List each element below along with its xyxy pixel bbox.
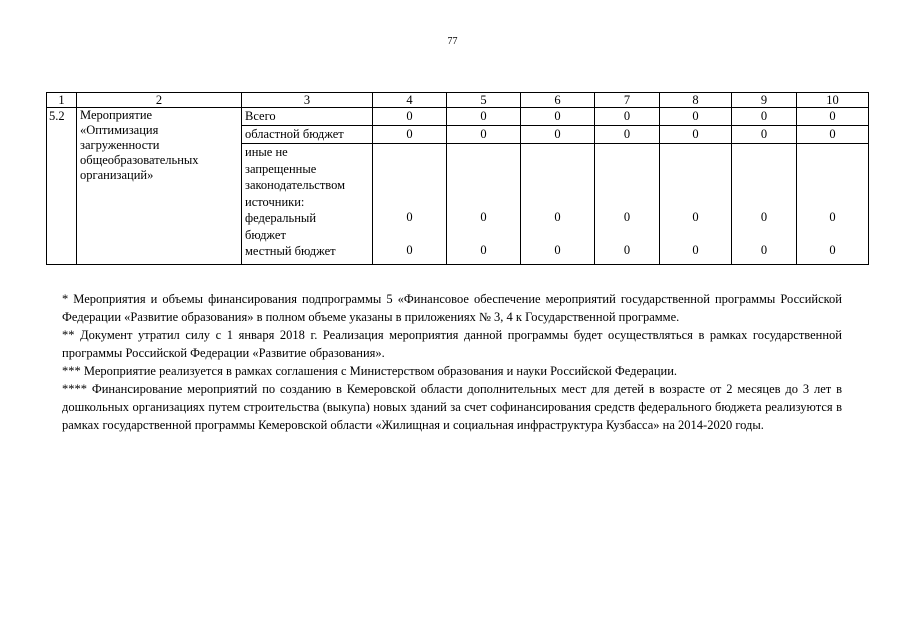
federal-value: 0 bbox=[829, 210, 836, 224]
header-cell: 2 bbox=[77, 93, 242, 108]
value-cell: 0 bbox=[660, 126, 732, 144]
source-label-mestny: местный бюджет bbox=[245, 244, 336, 258]
value-cell-stack bbox=[373, 144, 447, 265]
source-label-other bbox=[242, 144, 373, 265]
mestny-value: 0 bbox=[623, 243, 631, 257]
mestny-value: 0 bbox=[480, 243, 487, 257]
value-cell-stack bbox=[732, 144, 797, 265]
row-number: 5.2 bbox=[47, 108, 77, 265]
table-row-vsego bbox=[47, 108, 869, 126]
value-cell-stack bbox=[447, 144, 521, 265]
value-cell: 0 bbox=[797, 108, 869, 126]
header-cell: 5 bbox=[447, 93, 521, 108]
header-cell: 6 bbox=[521, 93, 595, 108]
federal-value: 0 bbox=[554, 210, 561, 224]
federal-value: 0 bbox=[623, 210, 631, 224]
value-cell: 0 bbox=[595, 108, 660, 126]
footnote-2: ** Документ утратил силу с 1 января 2018 г. Реализация мероприятия данной программы будет осуществляться в рамках государственной программы Российской Федерации «Развитие образования». bbox=[62, 328, 842, 360]
header-cell: 4 bbox=[373, 93, 447, 108]
value-cell-stack bbox=[595, 144, 660, 265]
value-cell: 0 bbox=[732, 126, 797, 144]
header-cell: 1 bbox=[47, 93, 77, 108]
federal-value: 0 bbox=[760, 210, 768, 224]
activity-name: Мероприятие «Оптимизация загруженности общеобразовательных организаций» bbox=[77, 108, 242, 265]
mestny-value: 0 bbox=[760, 243, 768, 257]
value-cell: 0 bbox=[521, 126, 595, 144]
financing-table bbox=[46, 92, 869, 265]
value-cell: 0 bbox=[373, 108, 447, 126]
header-cell: 9 bbox=[732, 93, 797, 108]
federal-value: 0 bbox=[480, 210, 487, 224]
value-cell-stack bbox=[521, 144, 595, 265]
value-cell: 0 bbox=[660, 108, 732, 126]
value-cell: 0 bbox=[595, 126, 660, 144]
footnote-4: **** Финансирование мероприятий по созданию в Кемеровской области дополнительных мест для детей в возрасте от 2 месяцев до 3 лет в дошкольных организациях путем строительства (выкупа) новых зданий за счет софинансирования средств федерального бюджета реализуются в рамках государственной программы Кемеровской области «Жилищная и социальная инфраструктура Кузбасса» на 2014-2020 годы. bbox=[62, 382, 842, 432]
federal-value: 0 bbox=[406, 210, 413, 224]
mestny-value: 0 bbox=[692, 243, 699, 257]
mestny-value: 0 bbox=[829, 243, 836, 257]
source-label-vsego: Всего bbox=[242, 108, 373, 126]
header-cell: 10 bbox=[797, 93, 869, 108]
table-header-row bbox=[47, 93, 869, 108]
value-cell: 0 bbox=[732, 108, 797, 126]
mestny-value: 0 bbox=[554, 243, 561, 257]
value-cell: 0 bbox=[797, 126, 869, 144]
footnote-1: * Мероприятия и объемы финансирования подпрограммы 5 «Финансовое обеспечение мероприятий государственной программы Российской Федерации «Развитие образования» в полном объеме указаны в приложениях № 3, 4 к Государственной программе. bbox=[62, 292, 842, 324]
page-number: 77 bbox=[447, 36, 458, 47]
value-cell: 0 bbox=[373, 126, 447, 144]
federal-value: 0 bbox=[692, 210, 699, 224]
header-cell: 3 bbox=[242, 93, 373, 108]
footnotes bbox=[62, 290, 842, 434]
value-cell: 0 bbox=[447, 108, 521, 126]
source-label-oblastnoy: областной бюджет bbox=[242, 126, 373, 144]
header-cell: 7 bbox=[595, 93, 660, 108]
value-cell-stack bbox=[797, 144, 869, 265]
header-cell: 8 bbox=[660, 93, 732, 108]
value-cell-stack bbox=[660, 144, 732, 265]
value-cell: 0 bbox=[521, 108, 595, 126]
source-label-federal: иные не запрещенные законодательством источники: федеральный бюджет bbox=[245, 145, 346, 242]
mestny-value: 0 bbox=[406, 243, 413, 257]
value-cell: 0 bbox=[447, 126, 521, 144]
footnote-3: *** Мероприятие реализуется в рамках соглашения с Министерством образования и науки Российской Федерации. bbox=[62, 364, 678, 378]
